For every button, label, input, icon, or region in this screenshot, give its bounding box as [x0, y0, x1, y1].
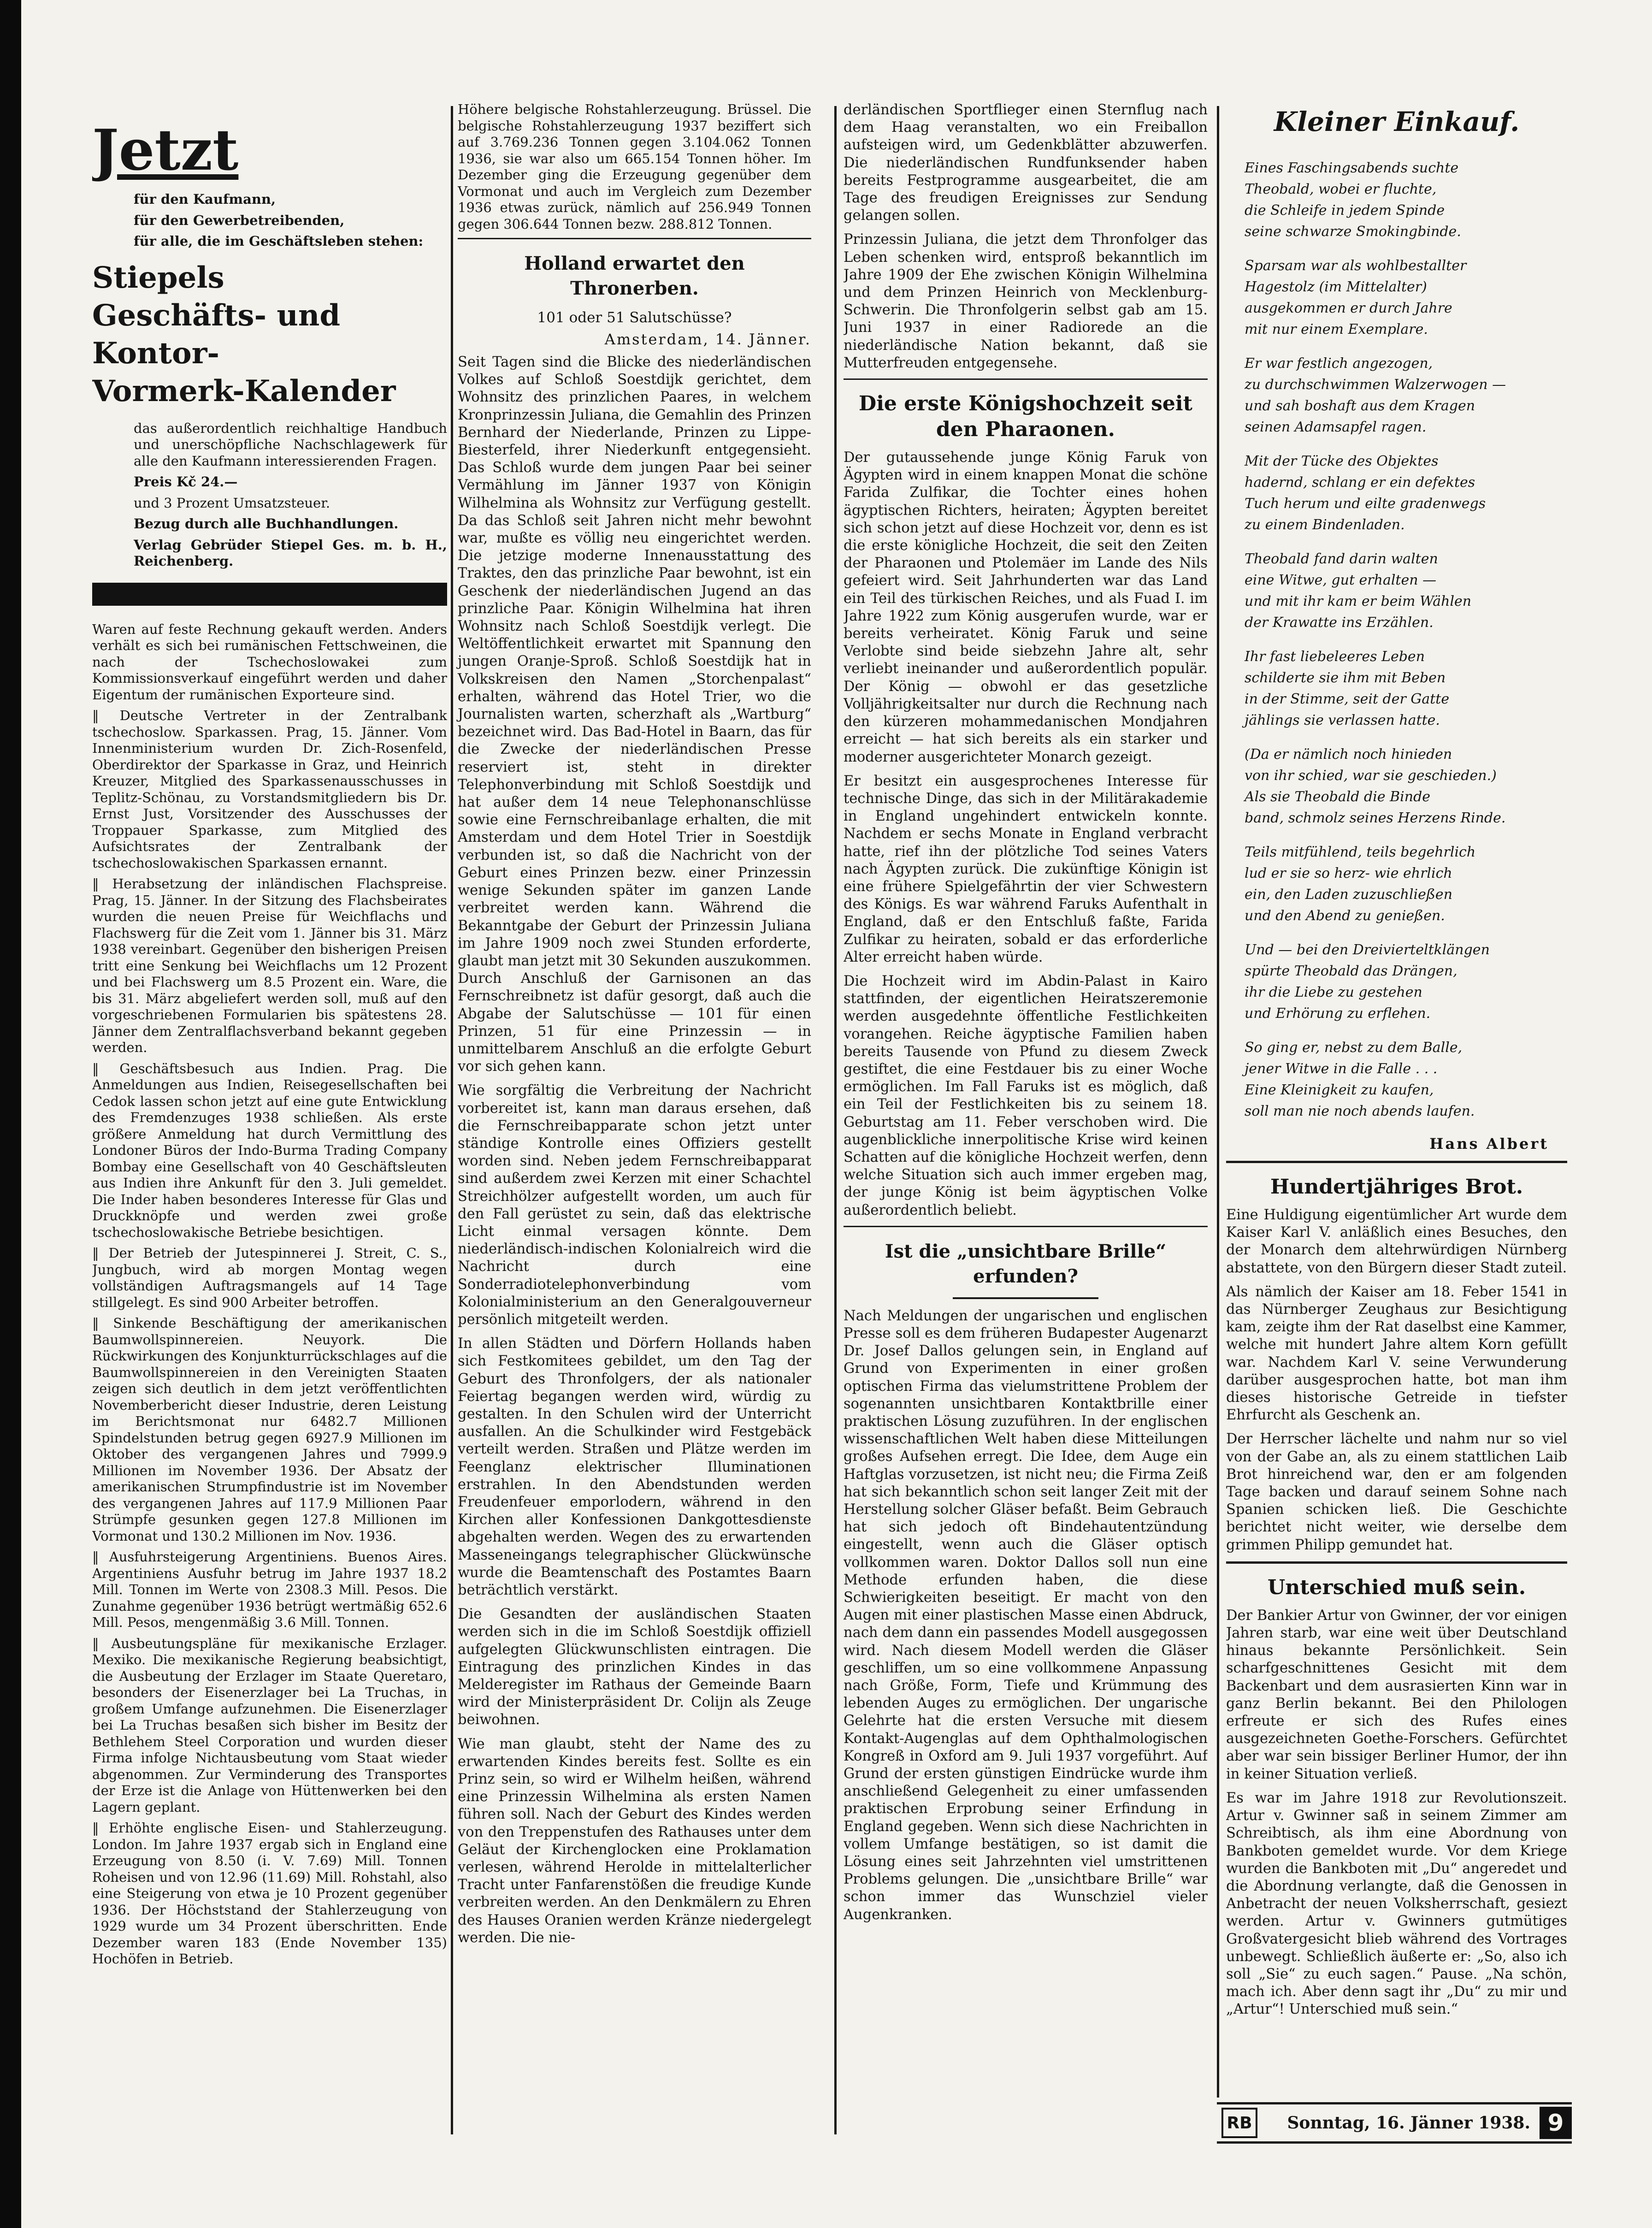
poem-stanza: [1245, 158, 1567, 242]
poem-line: Mit der Tücke des Objektes: [1245, 453, 1439, 469]
article-dateline: Amsterdam, 14. Jänner.: [604, 331, 811, 348]
page-footer: [1217, 2102, 1572, 2144]
poem-line: und Erhörung zu erflehen.: [1245, 1005, 1431, 1022]
article-paragraph: Der Herrscher lächelte und nahm nur so viel von der Gabe an, als zu einem stattlichen Laib Brot hinreichend war, den er am folgenden Tage backen und darauf seinem Sohne nach Spanien schicken ließ. Die Geschichte berichtet nicht weiter, wie derselbe dem grimmen Philipp gemundet hat.: [1226, 1431, 1567, 1553]
poem-line: ausgekommen er durch Jahre: [1245, 300, 1452, 316]
article-heading: Hundertjähriges Brot.: [1270, 1175, 1523, 1199]
poem-line: und den Abend zu genießen.: [1245, 908, 1445, 924]
news-item: ‖ Ausfuhrsteigerung Argentiniens. Buenos Aires. Argentiniens Ausfuhr betrug im Jahre 1937 18.2 Mill. Tonnen im Werte von 2308.3 Mill. Pesos. Die Zunahme gegenüber 1936 betrügt wertmäßig 652.6 Mill. Pesos, mengenmäßig 3.6 Mill. Tonnen.: [92, 1549, 447, 1630]
poem-line: ihr die Liebe zu gestehen: [1245, 984, 1422, 1000]
poem-stanza: [1245, 744, 1567, 829]
ad-sales: Bezug durch alle Buchhandlungen.: [134, 516, 399, 532]
article-paragraph: Der Bankier Artur von Gwinner, der vor einigen Jahren starb, war eine weit über Deutschland hinaus bekannte Persönlichkeit. Sein scharfgeschnittenes Gesicht mit dem Backenbart und dem ausrasierten Kinn war in ganz Berlin bekannt. Bei den Philologen erfreute er sich des Rufes eines ausgezeichneten Goethe-Forschers. Gefürchtet aber war sein bissiger Berliner Humor, der ihn in keiner Situation verließ.: [1226, 1607, 1567, 1782]
article-paragraph: Seit Tagen sind die Blicke des niederländischen Volkes auf Schloß Soestdijk gerichtet, dem Wohnsitz des prinzlichen Paares, in welchem Kronprinzessin Juliana, die Gemahlin des Prinzen Bernhard der Niederlande, Prinzen zu Lippe-Biesterfeld, ihrer Niederkunft entgegensieht. Das Schloß wurde dem jungen Paar bei seiner Vermählung im Jänner 1937 von Königin Wilhelmina als Wohnsitz zur Verfügung gestellt. Da das Schloß seit Jahren nicht mehr bewohnt war, mußte es völlig neu eingerichtet werden. Die jetzige moderne Innenausstattung des Traktes, den das prinzliche Paar bewohnt, ist ein Geschenk der niederländischen Jugend an das prinzliche Paar. Königin Wilhelmina hat ihren Wohnsitz nach Schloß Soestdijk verlegt. Die Weltöffentlichkeit erwartet mit Spannung den jungen Oranje-Sproß. Schloß Soestdijk hat in Volkskreisen den Namen „Storchenpalast“ erhalten, während das Hotel Trier, wo die Journalisten warten, scherzhaft als „Wartburg“ bezeichnet wird. Das Bad-Hotel in Baarn, das für die Zwecke der niederländischen Presse reserviert ist, steht in direkter Telephonverbindung mit Schloß Soestdijk und hat außer dem 14 neue Telephonanschlüsse sowie eine Fernschreibanlage erhalten, die mit Amsterdam und dem Hotel Trier in Soestdijk verbunden ist, so daß die Nachricht von der Geburt eines Prinzen bezw. einer Prinzessin wenige Sekunden später im ganzen Lande verbreitet werden kann. Während die Bekanntgabe der Geburt der Prinzessin Juliana im Jahre 1909 noch zwei Stunden erforderte, glaubt man jetzt mit 30 Sekunden auszukommen. Durch Anschluß der Garnisonen an das Fernschreibnetz ist dafür gesorgt, daß auch die Abgabe der Salutschüsse — 101 für einen Prinzen, 51 für eine Prinzessin — in unmittelbarem Anschluß an die erfolgte Geburt vor sich gehen kann.: [458, 354, 811, 1075]
poem-line: Hagestolz (im Mittelalter): [1245, 279, 1427, 295]
poem-line: seine schwarze Smokingbinde.: [1245, 224, 1461, 240]
news-item: Höhere belgische Rohstahlerzeugung. Brüssel. Die belgische Rohstahlerzeugung 1937 beziffert sich auf 3.769.236 Tonnen gegen 3.104.062 Tonnen 1936, sie war also um 665.154 Tonnen höher. Im Dezember ging die Erzeugung gegenüber dem Vormonat und auch im Vergleich zum Dezember 1936 etwas zurück, nämlich auf 256.949 Tonnen gegen 306.644 Tonnen bezw. 288.812 Tonnen.: [458, 101, 811, 232]
poem-title: Kleiner Einkauf.: [1274, 106, 1520, 137]
divider: [1226, 1561, 1567, 1564]
news-item: Waren auf feste Rechnung gekauft werden. Anders verhält es sich bei rumänischen Fettschweinen, die nach der Tschechoslowakei zum Kommissionsverkauf eingeführt werden und daher Eigentum der rumänischen Exporteure sind.: [92, 621, 447, 703]
ad-price: Preis Kč 24.—: [134, 474, 238, 490]
column-3: [844, 101, 1208, 2139]
ad-title-line: Vormerk-Kalender: [92, 373, 396, 408]
article-paragraph: derländischen Sportflieger einen Sternflug nach dem Haag veranstalten, wo ein Freiballon aufsteigen wird, um Gedenkblätter abzuwerfen. Die niederländischen Rundfunksender haben bereits Festprogramme ausgearbeitet, die am Tage des freudigen Ereignisses zur Sendung gelangen sollen.: [844, 102, 1208, 224]
poem-line: und mit ihr kam er beim Wählen: [1245, 593, 1472, 609]
ad-publisher: Verlag Gebrüder Stiepel Ges. m. b. H., Reichenberg.: [134, 537, 447, 569]
article-subheading: 101 oder 51 Salutschüsse?: [537, 309, 732, 326]
news-item: ‖ Erhöhte englische Eisen- und Stahlerzeugung. London. Im Jahre 1937 ergab sich in England eine Erzeugung von 8.50 (i. V. 7.69) Mill. Tonnen Roheisen und von 12.96 (11.69) Mill. Rohstahl, also eine Steigerung von etwa je 10 Prozent gegenüber 1936. Der Höchststand der Stahlerzeugung von 1929 wurde um 34 Prozent überschritten. Ende Dezember waren 183 (Ende November 135) Hochöfen in Betrieb.: [92, 1820, 447, 1967]
news-item: ‖ Ausbeutungspläne für mexikanische Erzlager. Mexiko. Die mexikanische Regierung beabsichtigt, die Ausbeutung der Erzlager im Staate Queretaro, besonders der Eisenerzlager bei La Truchas, in großem Umfange aufzunehmen. Die Eisenerzlager bei La Truchas besaßen sich bisher im Besitz der Bethlehem Steel Corporation und wurden dieser Firma infolge Nichtausbeutung vom Staat wieder abgenommen. Zur Verminderung des Transportes der Erze ist die Anlage von Hüttenwerken bei den Lagern geplant.: [92, 1635, 447, 1815]
poem-line: Eines Faschingsabends suchte: [1245, 160, 1459, 176]
column-rule: [834, 106, 837, 2134]
separator-bar: [92, 583, 447, 606]
poem-stanza: [1245, 646, 1567, 731]
article-paragraph: Die Hochzeit wird im Abdin-Palast in Kairo stattfinden, der eigentlichen Heiratszeremonie werden ausgedehnte öffentliche Festlichkeiten vorangehen. Reiche ägyptische Familien haben bereits Tausende von Pfund zu diesem Zweck gestiftet, die eine Festdauer bis zu einer Woche ermöglichen. Im Fall Faruks ist es möglich, daß ein Teil der Festlichkeiten bis zu seinem 18. Geburtstag am 11. Feber verschoben wird. Die augenblickliche innerpolitische Krise wird keinen Schatten auf die königliche Hochzeit werfen, denn welche Situation sich auch immer ergeben mag, der junge König ist beim ägyptischen Volke außerordentlich beliebt.: [844, 973, 1208, 1218]
poem-line: Ihr fast liebeleeres Leben: [1245, 649, 1425, 665]
poem-line: So ging er, nebst zu dem Balle,: [1245, 1040, 1463, 1056]
poem-stanza: [1245, 549, 1567, 633]
ad-heading: Jetzt: [92, 120, 239, 183]
poem-line: ein, den Laden zuzuschließen: [1245, 886, 1453, 903]
article-heading: Holland erwartet den Thronerben.: [524, 253, 745, 299]
poem-line: (Da er nämlich noch hinieden: [1245, 746, 1452, 762]
ad-description: das außerordentlich reichhaltige Handbuch und unerschöpfliche Nachschlagewerk für alle den Kaufmann interessierenden Fragen.: [134, 420, 447, 469]
article-paragraph: Wie sorgfältig die Verbreitung der Nachricht vorbereitet ist, kann man daraus ersehen, daß die Fernschreibapparate schon jetzt unter ständige Kontrolle eines Offiziers gestellt worden sind. Neben jedem Fernschreibapparat sind außerdem zwei Kerzen mit einer Schachtel Streichhölzer aufgestellt worden, um auch für den Fall gerüstet zu sein, daß das elektrische Licht einmal versagen könnte. Dem niederländisch-indischen Kolonialreich wird die Nachricht durch eine Sonderradiotelephonverbindung vom Kolonialministerium an den Generalgouverneur persönlich mitgeteilt werden.: [458, 1082, 811, 1328]
divider: [1226, 1161, 1567, 1163]
column-rule: [1217, 106, 1219, 2098]
article-paragraph: Er besitzt ein ausgesprochenes Interesse für technische Dinge, das sich in der Militärakademie in England ungehindert entwickeln konnte. Nachdem er sechs Monate in England verbracht hatte, rief ihn der plötzliche Tod seines Vaters nach Ägypten zurück. Die zukünftige Königin ist eine frühere Spielgefährtin der vier Schwestern des Königs. Es war während Faruks Aufenthalt in England, daß er den Entschluß faßte, Farida Zulfikar zu heiraten, sobald er das erforderliche Alter erreicht haben würde.: [844, 773, 1208, 965]
article-heading: Unterschied muß sein.: [1267, 1575, 1526, 1599]
ad-line: für alle, die im Geschäftsleben stehen:: [134, 233, 424, 249]
poem-line: Tuch herum und eilte gradenwegs: [1245, 496, 1486, 512]
poem-line: hadernd, schlang er ein defektes: [1245, 474, 1475, 491]
page-number: 9: [1540, 2107, 1572, 2139]
scan-edge: [0, 0, 21, 2228]
poem-line: soll man nie noch abends laufen.: [1245, 1103, 1475, 1119]
article-paragraph: Der gutaussehende junge König Faruk von Ägypten wird in einem knappen Monat die schöne Farida Zulfikar, die Tochter eines hohen ägyptischen Richters, heiraten; Ägypten bereitet sich schon jetzt auf diese Hochzeit vor, denn es ist die erste königliche Hochzeit, die seit den Zeiten der Pharaonen und Ptolemäer im Lande des Nils gefeiert wird. Seit Jahrhunderten war das Land ein Teil des türkischen Reiches, und als Fuad I. im Jahre 1922 zum König ausgerufen wurde, war er bereits verheiratet. König Faruk und seine Verlobte sind beide siebzehn Jahre alt, sehr verliebt ineinander und außerordentlich populär. Der König — obwohl er das gesetzliche Volljährigkeitsalter nur durch die Rechnung nach den kürzeren mohammedanischen Mondjahren erreicht — hat sich bereits als ein starker und moderner ausgerichteter Monarch gezeigt.: [844, 449, 1208, 765]
article-paragraph: Prinzessin Juliana, die jetzt dem Thronfolger das Leben schenken wird, entsproß bekanntlich im Jahre 1909 der Ehe zwischen Königin Wilhelmina und dem Prinzen Heinrich von Mecklenburg-Schwerin. Die Thronfolgerin selbst gab am 15. Juni 1937 in einer Radiorede an die niederländische Nation bekannt, daß sie Mutterfreuden entgegensehe.: [844, 231, 1208, 371]
poem-stanza: [1245, 451, 1567, 536]
poem-line: die Schleife in jedem Spinde: [1245, 202, 1445, 219]
poem-line: Eine Kleinigkeit zu kaufen,: [1245, 1082, 1434, 1098]
poem-line: Theobald fand darin walten: [1245, 551, 1438, 567]
poem-stanza: [1245, 842, 1567, 927]
poem-line: Teils mitfühlend, teils begehrlich: [1245, 844, 1476, 860]
poem-line: spürte Theobald das Drängen,: [1245, 963, 1457, 979]
poem-line: jählings sie verlassen hatte.: [1245, 712, 1440, 728]
news-item: ‖ Herabsetzung der inländischen Flachspreise. Prag, 15. Jänner. In der Sitzung des Flachsbeirates wurden die neuen Preise für Weichflachs und Flachswerg für die Zeit vom 1. Jänner bis 31. März 1938 vereinbart. Gegenüber den bisherigen Preisen tritt eine Senkung bei Weichflachs um 12 Prozent und bei Flachswerg um 8.5 Prozent ein. Ware, die bis 31. März abgeliefert werden soll, muß auf den vorgeschriebenen Formularien bis spätestens 28. Jänner dem Zentralflachsverband bekannt gegeben werden.: [92, 876, 447, 1055]
news-item: ‖ Deutsche Vertreter in der Zentralbank tschechoslow. Sparkassen. Prag, 15. Jänner. Vom Innenministerium wurden Dr. Zich-Rosenfeld, Oberdirektor der Sparkasse in Graz, und Heinrich Kreuzer, Mitglied des Sparkassenausschusses in Teplitz-Schönau, zu Vorstandsmitgliedern bis Dr. Ernst Just, Vorsitzender des Ausschusses der Troppauer Sparkasse, zum Mitglied des Aufsichtsrates der Zentralbank der tschechoslowakischen Sparkassen ernannt.: [92, 708, 447, 871]
divider: [953, 1297, 1098, 1299]
article-paragraph: Nach Meldungen der ungarischen und englischen Presse soll es dem früheren Budapester Augenarzt Dr. Josef Dallos gelungen sein, in England auf Grund von Experimenten in einer großen optischen Firma das vielumstrittene Problem der sogenannten unsichtbaren Kontaktbrille einer praktischen Lösung zuzuführen. In der englischen wissenschaftlichen Welt haben diese Mitteilungen großes Aufsehen erregt. Die Idee, dem Auge ein Haftglas vorzusetzen, ist nicht neu; die Firma Zeiß hat sich bekanntlich schon seit langer Zeit mit der Herstellung solcher Gläser befaßt. Beim Gebrauch hat sich jedoch oft Bindehautentzündung eingestellt, wenn auch die Gläser optisch vollkommen waren. Doktor Dallos soll nun eine Methode erfunden haben, die diese Schwierigkeiten beseitigt. Er macht von den Augen mit einer plastischen Masse einen Abdruck, nach dem dann ein passendes Modell ausgegossen wird. Nach diesem Modell werden die Gläser geschliffen, um so eine vollkommene Anpassung nach Größe, Form, Tiefe und Krümmung des lebenden Auges zu ermöglichen. Der ungarische Gelehrte hat die ersten Versuche mit diesem Kontakt-Augenglas auf dem Ophthalmologischen Kongreß in Oxford am 9. Juli 1937 vorgeführt. Auf Grund der ersten günstigen Eindrücke wurde ihm anschließend Gelegenheit zu einer umfassenden praktischen Erprobung seiner Erfindung in England gegeben. Wenn sich diese Nachrichten in vollem Umfange bestätigen, so ist damit die Lösung eines seit Jahrzehnten viel umstrittenen Problems gelungen. Die „unsichtbare Brille“ war schon immer das Wunschziel vieler Augenkranken.: [844, 1307, 1208, 1923]
newspaper-logo: RB: [1221, 2108, 1257, 2138]
poem-line: jener Witwe in die Falle . . .: [1245, 1061, 1438, 1077]
column-4: [1226, 101, 1567, 2148]
article-paragraph: In allen Städten und Dörfern Hollands haben sich Festkomitees gebildet, um den Tag der Geburt des Thronfolgers, der als nationaler Feiertag begangen werden wird, würdig zu gestalten. In den Schulen wird der Unterricht ausfallen. An die Schulkinder wird Festgebäck verteilt werden. Straßen und Plätze werden im Feenglanz elektrischer Illuminationen erstrahlen. In den Abendstunden werden Freudenfeuer emporlodern, während in den Kirchen aller Konfessionen Dankgottesdienste abgehalten werden. Wegen des zu erwartenden Masseneingangs telegraphischer Glückwünsche wurde die Beamtenschaft des Postamtes Baarn beträchtlich verstärkt.: [458, 1336, 811, 1599]
article-paragraph: Eine Huldigung eigentümlicher Art wurde dem Kaiser Karl V. anläßlich eines Besuches, den der Monarch dem altehrwürdigen Nürnberg abstattete, von den Bürgern dieser Stadt zuteil.: [1226, 1207, 1567, 1276]
poem-line: lud er sie so herz- wie ehrlich: [1245, 865, 1452, 881]
poem-body: [1226, 158, 1567, 1122]
column-1: [92, 120, 447, 2125]
poem-stanza: [1245, 1037, 1567, 1122]
ad-title-line: Stiepels: [92, 260, 224, 295]
poem-line: Er war festlich angezogen,: [1245, 355, 1433, 372]
divider: [844, 378, 1208, 380]
poem-line: schilderte sie ihm mit Beben: [1245, 670, 1446, 686]
poem-line: mit nur einem Exemplare.: [1245, 321, 1428, 337]
ad-title-line: Geschäfts- und Kontor-: [92, 298, 341, 371]
poem-line: Und — bei den Dreivierteltklängen: [1245, 942, 1490, 958]
article-heading: Ist die „unsichtbare Brille“ erfunden?: [885, 1240, 1167, 1287]
ad-line: für den Gewerbetreibenden,: [134, 212, 345, 228]
poem-line: und sah boshaft aus dem Kragen: [1245, 398, 1475, 414]
poem-stanza: [1245, 353, 1567, 438]
news-item: ‖ Geschäftsbesuch aus Indien. Prag. Die Anmeldungen aus Indien, Reisegesellschaften bei Cedok lassen schon jetzt auf eine gute Entwicklung des Fremdenzuges 1938 schließen. Als erste größere Anmeldung hat durch Vermittlung des Londoner Büros der Indo-Burma Trading Company Bombay eine Gesellschaft von 40 Geschäftsleuten aus Indien ihre Ankunft für den 3. Juli gemeldet. Die Inder haben besonderes Interesse für Glas und Druckknöpfe und werden zwei große tschechoslowakische Betriebe besichtigen.: [92, 1060, 447, 1240]
poem-line: Theobald, wobei er fluchte,: [1245, 181, 1437, 197]
article-heading: Die erste Königshochzeit seit den Pharaonen.: [859, 392, 1192, 442]
ad-price-note: und 3 Prozent Umsatzsteuer.: [134, 495, 330, 511]
poem-line: Sparsam war als wohlbestallter: [1245, 258, 1467, 274]
poem-stanza: [1245, 255, 1567, 340]
news-item: ‖ Der Betrieb der Jutespinnerei J. Streit, C. S., Jungbuch, wird ab morgen Montag wegen vollständigen Auftragsmangels auf 14 Tage stillgelegt. Es sind 900 Arbeiter betroffen.: [92, 1245, 447, 1310]
divider: [844, 1226, 1208, 1227]
poem-line: der Krawatte ins Erzählen.: [1245, 615, 1434, 631]
divider: [458, 238, 811, 239]
poem-line: eine Witwe, gut erhalten —: [1245, 572, 1437, 588]
poem-author: Hans Albert: [1429, 1135, 1549, 1152]
poem-line: in der Stimme, seit der Gatte: [1245, 691, 1450, 707]
news-item: ‖ Sinkende Beschäftigung der amerikanischen Baumwollspinnereien. Neuyork. Die Rückwirkungen des Konjunkturrückschlages auf die Baumwollspinnereien in den Vereinigten Staaten zeigen sich deutlich in dem jetzt veröffentlichten Novemberbericht dieser Industrie, deren Leistung im Berichtsmonat nur 6482.7 Millionen Spindelstunden betrug gegen 6927.9 Millionen im Oktober des vergangenen Jahres und 7999.9 Millionen im November 1936. Der Absatz der amerikanischen Strumpfindustrie ist im November des vergangenen Jahres auf 117.9 Millionen Paar Strümpfe gesunken gegen 127.8 Millionen im Vormonat und 130.2 Millionen im Nov. 1936.: [92, 1315, 447, 1544]
article-paragraph: Die Gesandten der ausländischen Staaten werden sich in die im Schloß Soestdijk offiziell aufgelegten Glückwunschlisten eintragen. Die Eintragung des prinzlichen Kindes in das Melderegister im Rathaus der Gemeinde Baarn wird der Ministerpräsident Dr. Colijn als Zeuge beiwohnen.: [458, 1606, 811, 1728]
article-paragraph: Als nämlich der Kaiser am 18. Feber 1541 in das Nürnberger Zeughaus zur Besichtigung kam, zeigte ihm der Rat daselbst eine Kammer, welche mit hundert Jahre altem Korn gefüllt war. Nachdem Karl V. seine Verwunderung darüber ausgesprochen hatte, bot man ihm dieses historische Getreide in tiefster Ehrfurcht als Geschenk an.: [1226, 1283, 1567, 1424]
ad-line: für den Kaufmann,: [134, 191, 276, 207]
poem-line: seinen Adamsapfel ragen.: [1245, 419, 1427, 435]
ad-title: [92, 259, 447, 410]
poem-line: zu einem Bindenladen.: [1245, 517, 1405, 533]
poem-line: von ihr schied, war sie geschieden.): [1245, 768, 1497, 784]
footer-date: Sonntag, 16. Jänner 1938.: [1287, 2113, 1530, 2133]
article-paragraph: Es war im Jahre 1918 zur Revolutionszeit. Artur v. Gwinner saß in seinem Zimmer am Schreibtisch, als ihm eine Abordnung von Bankboten gemeldet wurde. Vor dem Kriege wurden die Bankboten mit „Du“ angeredet und die Abordnung verlangte, daß die Genossen in Anbetracht der neuen Volksherrschaft, gesiezt werden. Artur v. Gwinners gutmütiges Großvatergesicht blieb während des Vortrages unbewegt. Schließlich äußerte er: „So, also ich soll „Sie“ zu euch sagen.“ Pause. „Na schön, mach ich. Aber denn sagt ihr „Du“ zu mir und „Artur“! Unterschied muß sein.“: [1226, 1790, 1567, 2018]
poem-stanza: [1245, 940, 1567, 1024]
poem-line: band, schmolz seines Herzens Rinde.: [1245, 810, 1506, 826]
article-paragraph: Wie man glaubt, steht der Name des zu erwartenden Kindes bereits fest. Sollte es ein Prinz sein, so wird er Wilhelm heißen, während eine Prinzessin Wilhelmina als ersten Namen führen soll. Nach der Geburt des Kindes werden von den Treppenstufen des Rathauses unter dem Geläut der Kirchenglocken eine Proklamation verlesen, während Herolde in mittelalterlicher Tracht unter Fanfarenstößen die freudige Kunde verbreiten werden. An den Denkmälern zu Ehren des Hauses Oranien werden Kränze niedergelegt werden. Die nie-: [458, 1736, 811, 1946]
poem-line: zu durchschwimmen Walzerwogen —: [1245, 377, 1506, 393]
column-2: [449, 101, 811, 2139]
poem-line: Als sie Theobald die Binde: [1245, 789, 1431, 805]
